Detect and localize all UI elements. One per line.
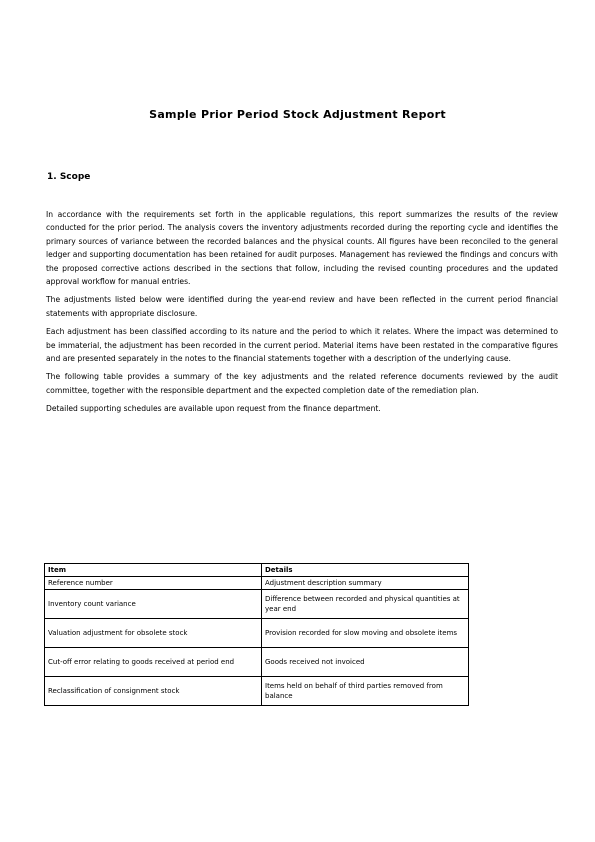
table-cell: Items held on behalf of third parties removed from balance [262, 677, 469, 706]
table-cell: Difference between recorded and physical quantities at year end [262, 590, 469, 619]
table-row [45, 648, 469, 677]
paragraph: Detailed supporting schedules are available upon request from the finance department. [46, 404, 381, 414]
table-cell: Cut-off error relating to goods received at period end [45, 648, 262, 677]
table-cell: Reclassification of consignment stock [45, 677, 262, 706]
table-row [45, 590, 469, 619]
paragraph: The following table provides a summary of the key adjustments and the related reference documents reviewed by the audit committee, together with the responsible department and the expected completion date of the remediation plan. [46, 372, 558, 395]
table-header-cell: Details [262, 564, 469, 577]
document-title: Sample Prior Period Stock Adjustment Report [149, 108, 446, 121]
table-row [45, 619, 469, 648]
table-row [45, 677, 469, 706]
table-cell: Reference number [45, 577, 262, 590]
table-header-cell: Item [45, 564, 262, 577]
section-heading: 1. Scope [47, 172, 91, 182]
table-cell: Goods received not invoiced [262, 648, 469, 677]
summary-table-container [44, 563, 469, 706]
table-cell: Provision recorded for slow moving and obsolete items [262, 619, 469, 648]
table-cell: Adjustment description summary [262, 577, 469, 590]
summary-table [44, 563, 469, 706]
paragraph: Each adjustment has been classified according to its nature and the period to which it relates. Where the impact was determined to be immaterial, the adjustment has been recorded in the current period. Material items have been restated in the comparative figures and are presented separately in the notes to the financial statements together with a description of the underlying cause. [46, 327, 558, 364]
table-row [45, 577, 469, 590]
table-cell: Inventory count variance [45, 590, 262, 619]
table-header-row [45, 564, 469, 577]
paragraph: In accordance with the requirements set forth in the applicable regulations, this report summarizes the results of the review conducted for the prior period. The analysis covers the inventory adjustments recorded during the reporting cycle and identifies the primary sources of variance between the recorded balances and the physical counts. All figures have been reconciled to the general ledger and supporting documentation has been retained for audit purposes. Management has reviewed the findings and concurs with the proposed corrective actions described in the sections that follow, including the revised counting procedures and the updated approval workflow for manual entries. [46, 210, 558, 287]
paragraph: The adjustments listed below were identified during the year-end review and have been reflected in the current period financial statements with appropriate disclosure. [46, 295, 558, 318]
document-body [46, 208, 558, 421]
table-cell: Valuation adjustment for obsolete stock [45, 619, 262, 648]
